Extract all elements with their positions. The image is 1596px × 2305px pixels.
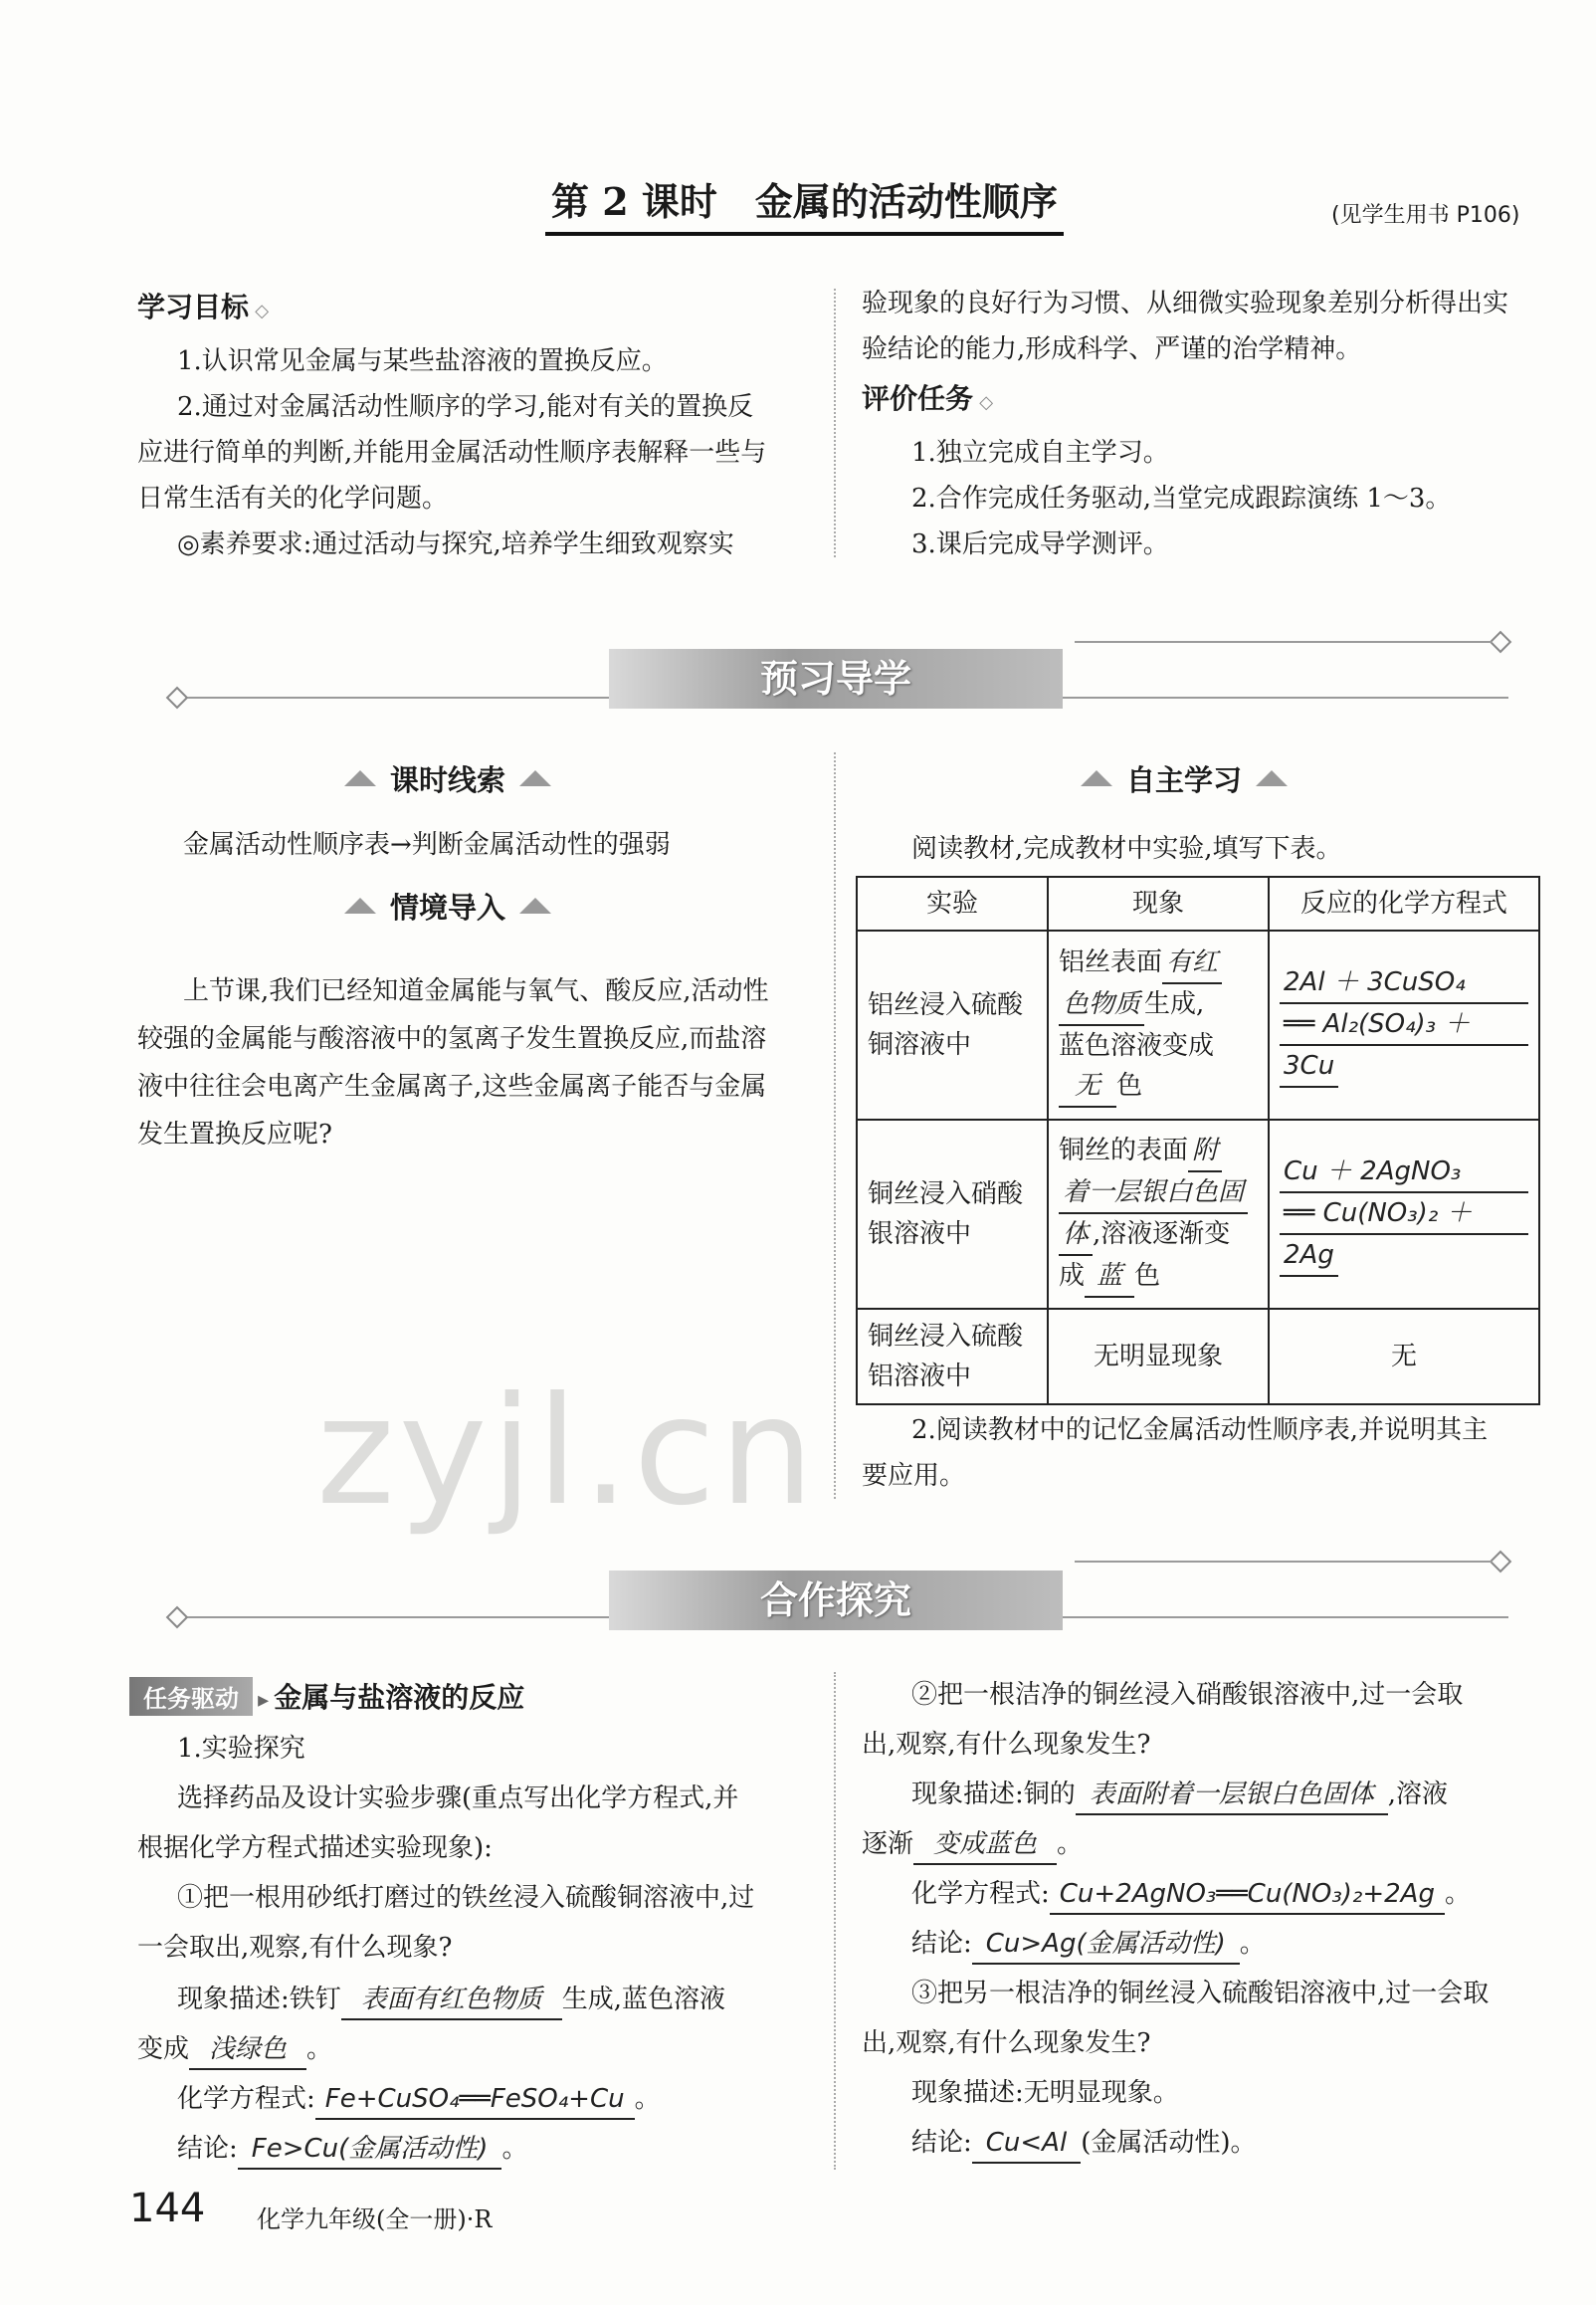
goal-right-line-1: 验现象的良好行为习惯、从细微实验现象差别分析得出实 — [862, 289, 1509, 318]
task-left-line-2: 选择药品及设计实验步骤(重点写出化学方程式,并 — [177, 1783, 739, 1813]
task-tag: 任务驱动 — [129, 1677, 253, 1716]
diamond-icon: ◇ — [249, 301, 270, 321]
table-row — [857, 931, 1539, 1120]
task-header — [129, 1676, 524, 1716]
table-row — [857, 1120, 1539, 1309]
experiment-cell: 铝丝浸入硫酸 铜溶液中 — [857, 931, 1048, 1120]
triangle-icon — [1256, 770, 1288, 786]
evaluation-item-3: 3.课后完成导学测评。 — [911, 529, 1169, 559]
clue-heading: 课时线索 — [344, 758, 551, 799]
self-study-heading: 自主学习 — [1081, 758, 1288, 799]
experiment-cell: 铜丝浸入硫酸 铝溶液中 — [857, 1309, 1048, 1404]
phenomenon-cell: 铝丝表面 有红 色物质 生成, 蓝色溶液变成 无 色 — [1048, 931, 1269, 1120]
watermark: zyjl.cn — [316, 1365, 819, 1539]
self-study-note-line-2: 要应用。 — [862, 1461, 966, 1491]
phenomenon-cell: 铜丝的表面 附 着一层银白色固 体 ,溶液逐渐变 成 蓝 色 — [1048, 1120, 1269, 1309]
task-left-line-3: 根据化学方程式描述实验现象): — [137, 1833, 493, 1863]
evaluation-item-1: 1.独立完成自主学习。 — [911, 438, 1169, 468]
page-number: 144 — [129, 2186, 206, 2231]
situation-line-2: 较强的金属能与酸溶液中的氢离子发生置换反应,而盐溶 — [137, 1024, 767, 1054]
equation-cell: 无 — [1269, 1309, 1539, 1404]
equation-cell: 2Al ＋ 3CuSO₄ ══ Al₂(SO₄)₃ ＋ 3Cu — [1269, 931, 1539, 1120]
self-study-note-line-1: 2.阅读教材中的记忆金属活动性顺序表,并说明其主 — [911, 1415, 1489, 1445]
copper-silver-conclusion: 结论: Cu>Ag(金属活动性) 。 — [911, 1925, 1266, 1965]
table-header: 实验 — [857, 877, 1048, 931]
task-right-line-2: 出,观察,有什么现象发生? — [862, 1730, 1151, 1760]
section-divider-line — [1075, 641, 1493, 643]
task-left-line-5: 一会取出,观察,有什么现象? — [137, 1933, 453, 1963]
iron-change: 变成 浅绿色 。 — [137, 2030, 332, 2070]
diamond-icon — [1490, 631, 1512, 654]
section-banner-preview: 预习导学 — [609, 649, 1063, 709]
equation-cell: Cu ＋ 2AgNO₃ ══ Cu(NO₃)₂ ＋ 2Ag — [1269, 1120, 1539, 1309]
situation-line-3: 液中往往会电离产生金属离子,这些金属离子能否与金属 — [137, 1072, 767, 1102]
lesson-title: 第 2 课时 金属的活动性顺序 — [545, 171, 1064, 236]
self-study-intro: 阅读教材,完成教材中实验,填写下表。 — [911, 834, 1342, 864]
diamond-icon — [166, 687, 189, 710]
copper-silver-phenomenon: 现象描述:铜的 表面附着一层银白色固体 ,溶液 — [911, 1776, 1448, 1815]
table-header: 反应的化学方程式 — [1269, 877, 1539, 931]
goals-heading: 学习目标 ◇ — [137, 291, 270, 323]
triangle-icon — [519, 898, 551, 914]
clue-text: 金属活动性顺序表→判断金属活动性的强弱 — [183, 830, 671, 860]
triangle-icon — [344, 898, 376, 914]
task-right-line-4: 出,观察,有什么现象发生? — [862, 2028, 1151, 2058]
evaluation-item-2: 2.合作完成任务驱动,当堂完成跟踪演练 1～3。 — [911, 484, 1452, 514]
table-row — [857, 1309, 1539, 1404]
goal-line-5: ◎素养要求:通过活动与探究,培养学生细致观察实 — [177, 529, 734, 559]
evaluation-heading: 评价任务 ◇ — [862, 382, 994, 415]
column-divider — [834, 289, 836, 557]
column-divider — [834, 1672, 836, 2170]
iron-equation: 化学方程式: Fe+CuSO₄══FeSO₄+Cu 。 — [177, 2080, 661, 2120]
copper-aluminum-conclusion: 结论: Cu<Al (金属活动性)。 — [911, 2124, 1257, 2164]
situation-line-1: 上节课,我们已经知道金属能与氧气、酸反应,活动性 — [183, 976, 769, 1006]
column-divider — [834, 752, 836, 1499]
experiment-cell: 铜丝浸入硝酸 银溶液中 — [857, 1120, 1048, 1309]
diamond-icon — [1490, 1551, 1512, 1573]
triangle-icon — [344, 770, 376, 786]
goal-line-3: 应进行简单的判断,并能用金属活动性顺序表解释一些与 — [137, 438, 767, 468]
task-title: 金属与盐溶液的反应 — [274, 1681, 525, 1714]
iron-conclusion: 结论: Fe>Cu(金属活动性) 。 — [177, 2130, 527, 2170]
section-banner-cooperative: 合作探究 — [609, 1571, 1063, 1630]
experiment-table — [856, 876, 1540, 1405]
iron-phenomenon: 现象描述:铁钉 表面有红色物质 生成,蓝色溶液 — [177, 1981, 725, 2020]
reference-note: (见学生用书 P106) — [1331, 203, 1520, 228]
task-right-line-3: ③把另一根洁净的铜丝浸入硫酸铝溶液中,过一会取 — [911, 1979, 1490, 2008]
goal-right-line-2: 验结论的能力,形成科学、严谨的治学精神。 — [862, 334, 1362, 364]
task-right-line-1: ②把一根洁净的铜丝浸入硝酸银溶液中,过一会取 — [911, 1680, 1464, 1710]
situation-heading: 情境导入 — [344, 886, 551, 927]
task-left-line-1: 1.实验探究 — [177, 1734, 305, 1764]
diamond-icon — [166, 1606, 189, 1629]
copper-silver-equation: 化学方程式: Cu+2AgNO₃══Cu(NO₃)₂+2Ag 。 — [911, 1875, 1471, 1915]
situation-line-4: 发生置换反应呢? — [137, 1120, 332, 1150]
phenomenon-cell: 无明显现象 — [1048, 1309, 1269, 1404]
section-divider-line — [1075, 1561, 1493, 1563]
book-name: 化学九年级(全一册)·R — [257, 2205, 493, 2233]
table-header: 现象 — [1048, 877, 1269, 931]
goal-line-1: 1.认识常见金属与某些盐溶液的置换反应。 — [177, 346, 668, 376]
triangle-icon — [1081, 770, 1112, 786]
copper-silver-change: 逐渐 变成蓝色 。 — [862, 1825, 1083, 1865]
diamond-icon: ◇ — [973, 392, 994, 413]
goal-line-2: 2.通过对金属活动性顺序的学习,能对有关的置换反 — [177, 392, 754, 422]
arrow-icon: ▸ — [258, 1688, 270, 1713]
task-left-line-4: ①把一根用砂纸打磨过的铁丝浸入硫酸铜溶液中,过 — [177, 1883, 755, 1913]
table-header-row — [857, 877, 1539, 931]
task-right-line-5: 现象描述:无明显现象。 — [911, 2078, 1179, 2108]
goal-line-4: 日常生活有关的化学问题。 — [137, 484, 449, 514]
triangle-icon — [519, 770, 551, 786]
